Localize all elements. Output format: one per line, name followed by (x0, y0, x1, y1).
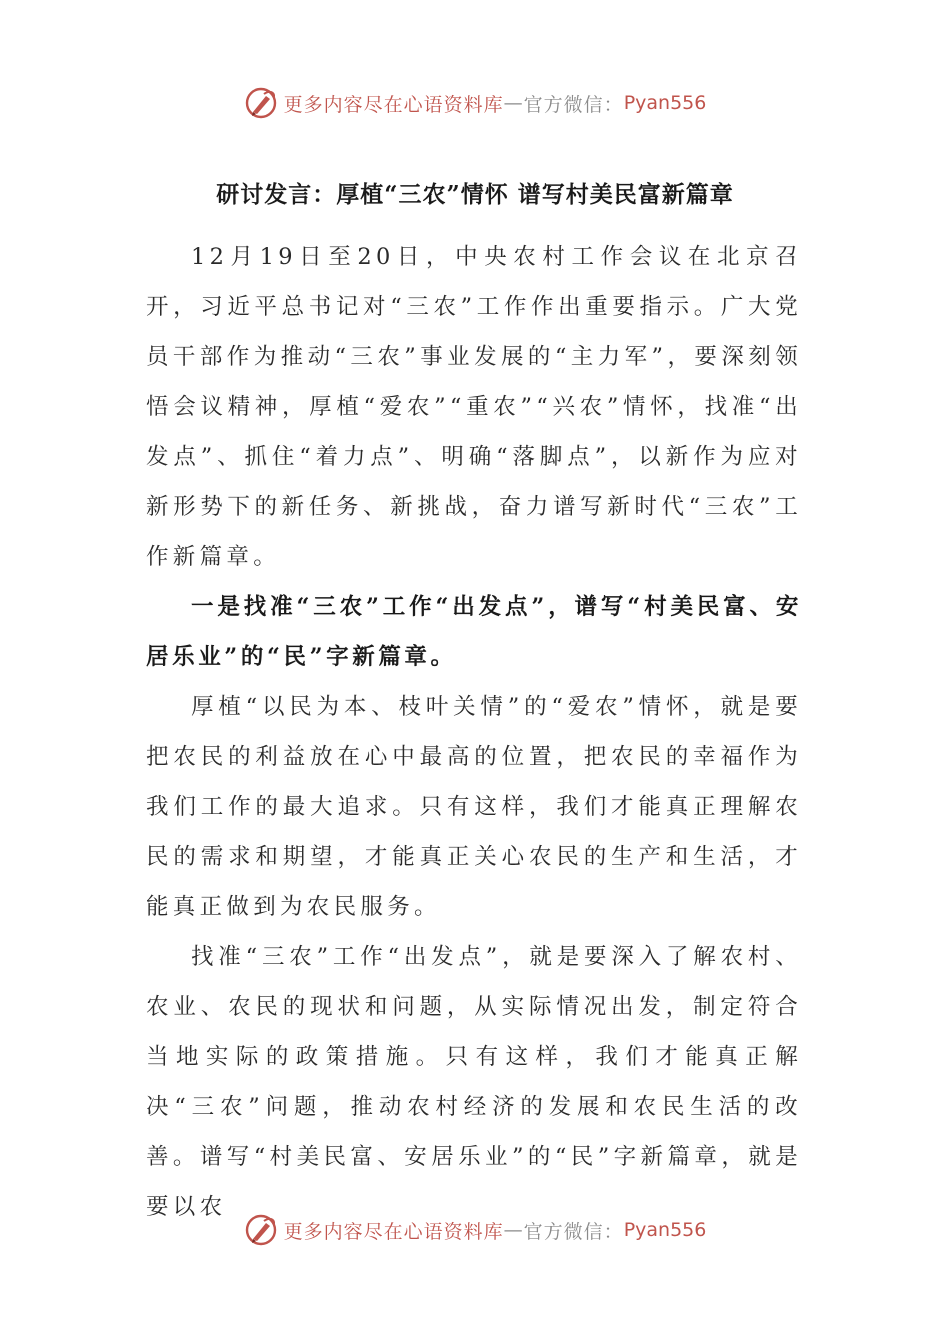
watermark-wechat-id: Pyan556 (623, 92, 707, 114)
watermark-dash: — (503, 1219, 524, 1241)
watermark-library-text: 更多内容尽在心语资料库 (283, 93, 504, 116)
watermark-library-text: 更多内容尽在心语资料库 (283, 1220, 504, 1243)
watermark-wechat-id: Pyan556 (623, 1219, 707, 1241)
document-title: 研讨发言：厚植“三农”情怀 谱写村美民富新篇章 (216, 181, 734, 208)
paragraph-starting-point: 找准“三农”工作“出发点”，就是要深入了解农村、农业、农民的现状和问题，从实际情况出发，制定符合当地实际的政策措施。只有这样，我们才能真正解决“三农”问题，推动农村经济的发展和农民生活的改善。谱写“村美民富、安居乐业”的“民”字新篇章，就是要以农 (146, 944, 802, 1220)
header-watermark (0, 83, 950, 123)
document-body (146, 232, 802, 1232)
watermark-dash: — (503, 92, 524, 114)
paragraph-love-farmers: 厚植“以民为本、枝叶关情”的“爱农”情怀，就是要把农民的利益放在心中最高的位置，把农民的幸福作为我们工作的最大追求。只有这样，我们才能真正理解农民的需求和期望，才能真正关心农民的生产和生活，才能真正做到为农民服务。 (146, 694, 802, 920)
watermark-wechat-label: 官方微信： (523, 93, 624, 116)
paragraph-intro: 12月19日至20日，中央农村工作会议在北京召开，习近平总书记对“三农”工作作出重要指示。广大党员干部作为推动“三农”事业发展的“主力军”，要深刻领悟会议精神，厚植“爱农”“重农”“兴农”情怀，找准“出发点”、抓住“着力点”、明确“落脚点”，以新作为应对新形势下的新任务、新挑战，奋力谱写新时代“三农”工作新篇章。 (146, 244, 802, 570)
watermark-wechat-label: 官方微信： (523, 1220, 624, 1243)
pen-logo-icon (244, 86, 278, 120)
pen-logo-icon (244, 1213, 278, 1247)
section-heading-1: 一是找准“三农”工作“出发点”，谱写“村美民富、安居乐业”的“民”字新篇章。 (146, 594, 802, 670)
footer-watermark (0, 1210, 950, 1250)
